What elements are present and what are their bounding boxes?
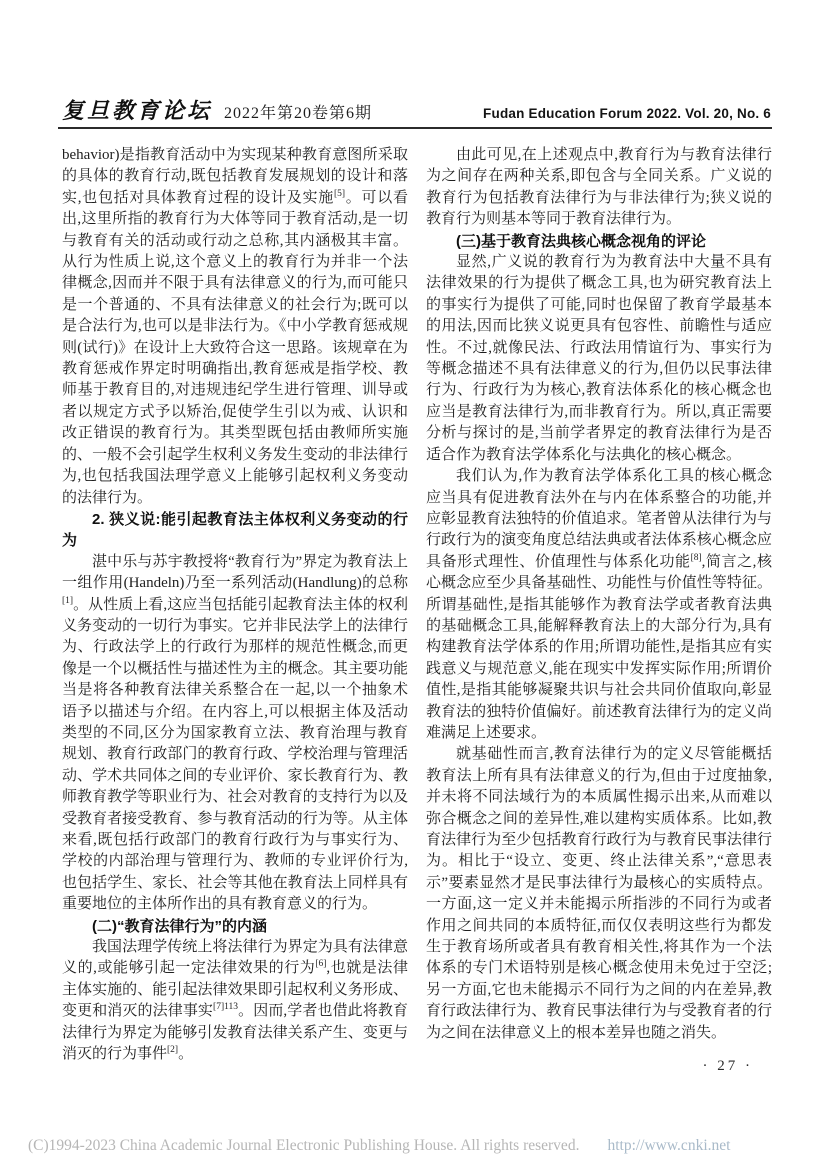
page-footer — [28, 1137, 730, 1155]
header-left — [62, 94, 372, 125]
journal-title-en: Fudan Education Forum 2022. Vol. 20, No. 6 — [483, 106, 771, 121]
page-header — [62, 94, 771, 125]
paragraph: 显然,广义说的教育行为为教育法中大量不具有法律效果的行为提供了概念工具,也为研究教育法上的事实行为提供了可能,同时也保留了教育学最基本的用法,因而比狭义说更具有包容性、前瞻性与适应性。不过,就像民法、行政法用情谊行为、事实行为等概念描述不具有法律意义的行为,但仍以民事法律行为、行政行为为核心,教育法体系化的核心概念也应当是教育法律行为,而非教育行为。所以,真正需要分析与探讨的是,当前学者界定的教育法律行为是否适合作为教育法学体系化与法典化的核心概念。 — [426, 254, 772, 463]
paragraph: 就基础性而言,教育法律行为的定义尽管能概括教育法上所有具有法律意义的行为,但由于过度抽象,并未将不同法域行为的本质属性揭示出来,从而难以弥合概念之间的差异性,难以建构实质体系。比如,教育法律行为至少包括教育行政行为与教育民事法律行为。相比于“设立、变更、终止法律关系”,“意思表示”要素显然才是民事法律行为最核心的实质特点。一方面,这一定义并未能揭示所指涉的不同行为或者作用之间共同的本质特征,而仅仅表明这些行为都发生于教育场所或者具有教育相关性,将其作为一个法体系的专门术语特别是核心概念使用未免过于空泛;另一方面,它也未能揭示不同行为之间的内在差异,教育行政法律行为、教育民事法律行为与受教育者的行为之间在法律意义上的根本差异也随之消失。 — [426, 746, 772, 1041]
reference-superscript: [5] — [333, 188, 346, 199]
section-heading: (三)基于教育法典核心概念视角的评论 — [456, 232, 706, 250]
section-heading: (二)“教育法律行为”的内涵 — [92, 917, 267, 935]
journal-logo: 复旦教育论坛 — [62, 98, 213, 123]
paragraph: 湛中乐与苏宇教授将“教育行为”界定为教育法上一组作用(Handeln)乃至一系列活动(Handlung)的总称[1]。从性质上看,这应当包括能引起教育法主体的权利义务变动的一切行为事实。它并非民法学上的法律行为、行政法学上的行政行为那样的规范性概念,而更像是一个以概括性与描述性为主的概念。其主要功能当是将各种教育法律关系整合在一起,以一个抽象术语予以描述与介绍。在内容上,可以根据主体及活动类型的不同,区分为国家教育立法、教育治理与教育规划、教育行政部门的教育行政、学校治理与管理活动、学术共同体之间的专业评价、家长教育行为、教师教育教学等职业行为、社会对教育的支持行为以及受教育者接受教育、参与教育活动的行为等。从主体来看,既包括行政部门的教育行政行为与事实行为、学校的内部治理与管理行为、教师的专业评价行为,也包括学生、家长、社会等其他在教育法上同样具有重要地位的主体所作出的具有教育意义的行为。 — [62, 553, 408, 913]
paragraph: 我国法理学传统上将法律行为界定为具有法律意义的,或能够引起一定法律效果的行为[6],也就是法律主体实施的、能引起法律效果即引起权利义务形成、变更和消灭的法律事实$^{[7]113}$。因而,学者也借此将教育法律行为界定为能够引发教育法律关系产生、变更与消灭的行为事件[2]。 — [62, 939, 408, 1063]
paragraph: 我们认为,作为教育法学体系化工具的核心概念应当具有促进教育法外在与内在体系整合的功能,并应彰显教育法独特的价值追求。笔者曾从法律行为与行政行为的演变角度总结法典或者法体系核心概念应具备形式理性、价值理性与体系化功能[8],简言之,核心概念应至少具备基础性、功能性与价值性等特征。所谓基础性,是指其能够作为教育法学或者教育法典的基础概念工具,能解释教育法上的大部分行为,具有构建教育法学体系的作用;所谓功能性,是指其应有实践意义与规范意义,能在现实中发挥实际作用;所谓价值性,是指其能够凝聚共识与社会共同价值取向,彰显教育法的独特价值偏好。前述教育法律行为的定义尚难满足上述要求。 — [426, 468, 772, 741]
reference-superscript: [1] — [62, 595, 74, 606]
reference-superscript: [2] — [167, 1045, 179, 1056]
paragraph: 由此可见,在上述观点中,教育行为与教育法律行为之间存在两种关系,即包含与全同关系。广义说的教育行为包括教育法律行为与非法律行为;狭义说的教育行为则基本等同于教育法律行为。 — [426, 147, 772, 228]
article-body — [62, 145, 772, 1065]
copyright-text: (C)1994-2023 China Academic Journal Electronic Publishing House. All rights reserved. — [28, 1137, 580, 1154]
section-heading: 2. 狭义说:能引起教育法主体权利义务变动的行为 — [62, 510, 408, 550]
reference-superscript: [8] — [690, 552, 702, 563]
reference-superscript: [6] — [315, 959, 327, 970]
footer-url: http://www.cnki.net — [607, 1137, 731, 1154]
header-divider — [58, 127, 772, 129]
journal-issue: 2022年第20卷第6期 — [224, 105, 373, 122]
column-left — [62, 145, 408, 1065]
column-right — [426, 145, 772, 1065]
paragraph: behavior)是指教育活动中为实现某种教育意图所采取的具体的教育行动,既包括教育发展规划的设计和落实,也包括对具体教育过程的设计及实施[5]。可以看出,这里所指的教育行为大体等同于教育活动,是一切与教育有关的活动或行动之总称,其内涵极其丰富。从行为性质上说,这个意义上的教育行为并非一个法律概念,因而并不限于具有法律意义的行为,而可能只是一个普通的、不具有法律意义的社会行为;既可以是合法行为,也可以是非法行为。《中小学教育惩戒规则(试行)》在设计上大致符合这一思路。该规章在为教育惩戒作界定时明确指出,教育惩戒是指学校、教师基于教育目的,对违规违纪学生进行管理、训导或者以规定方式予以矫治,促使学生引以为戒、认识和改正错误的教育行为。其类型既包括由教师所实施的、一般不会引起学生权利义务发生变动的非法律行为,也包括我国法理学意义上能够引起权利义务变动的法律行为。 — [62, 147, 408, 506]
page-number: · 27 · — [702, 1058, 753, 1074]
reference-superscript: [7]113 — [213, 1002, 239, 1013]
